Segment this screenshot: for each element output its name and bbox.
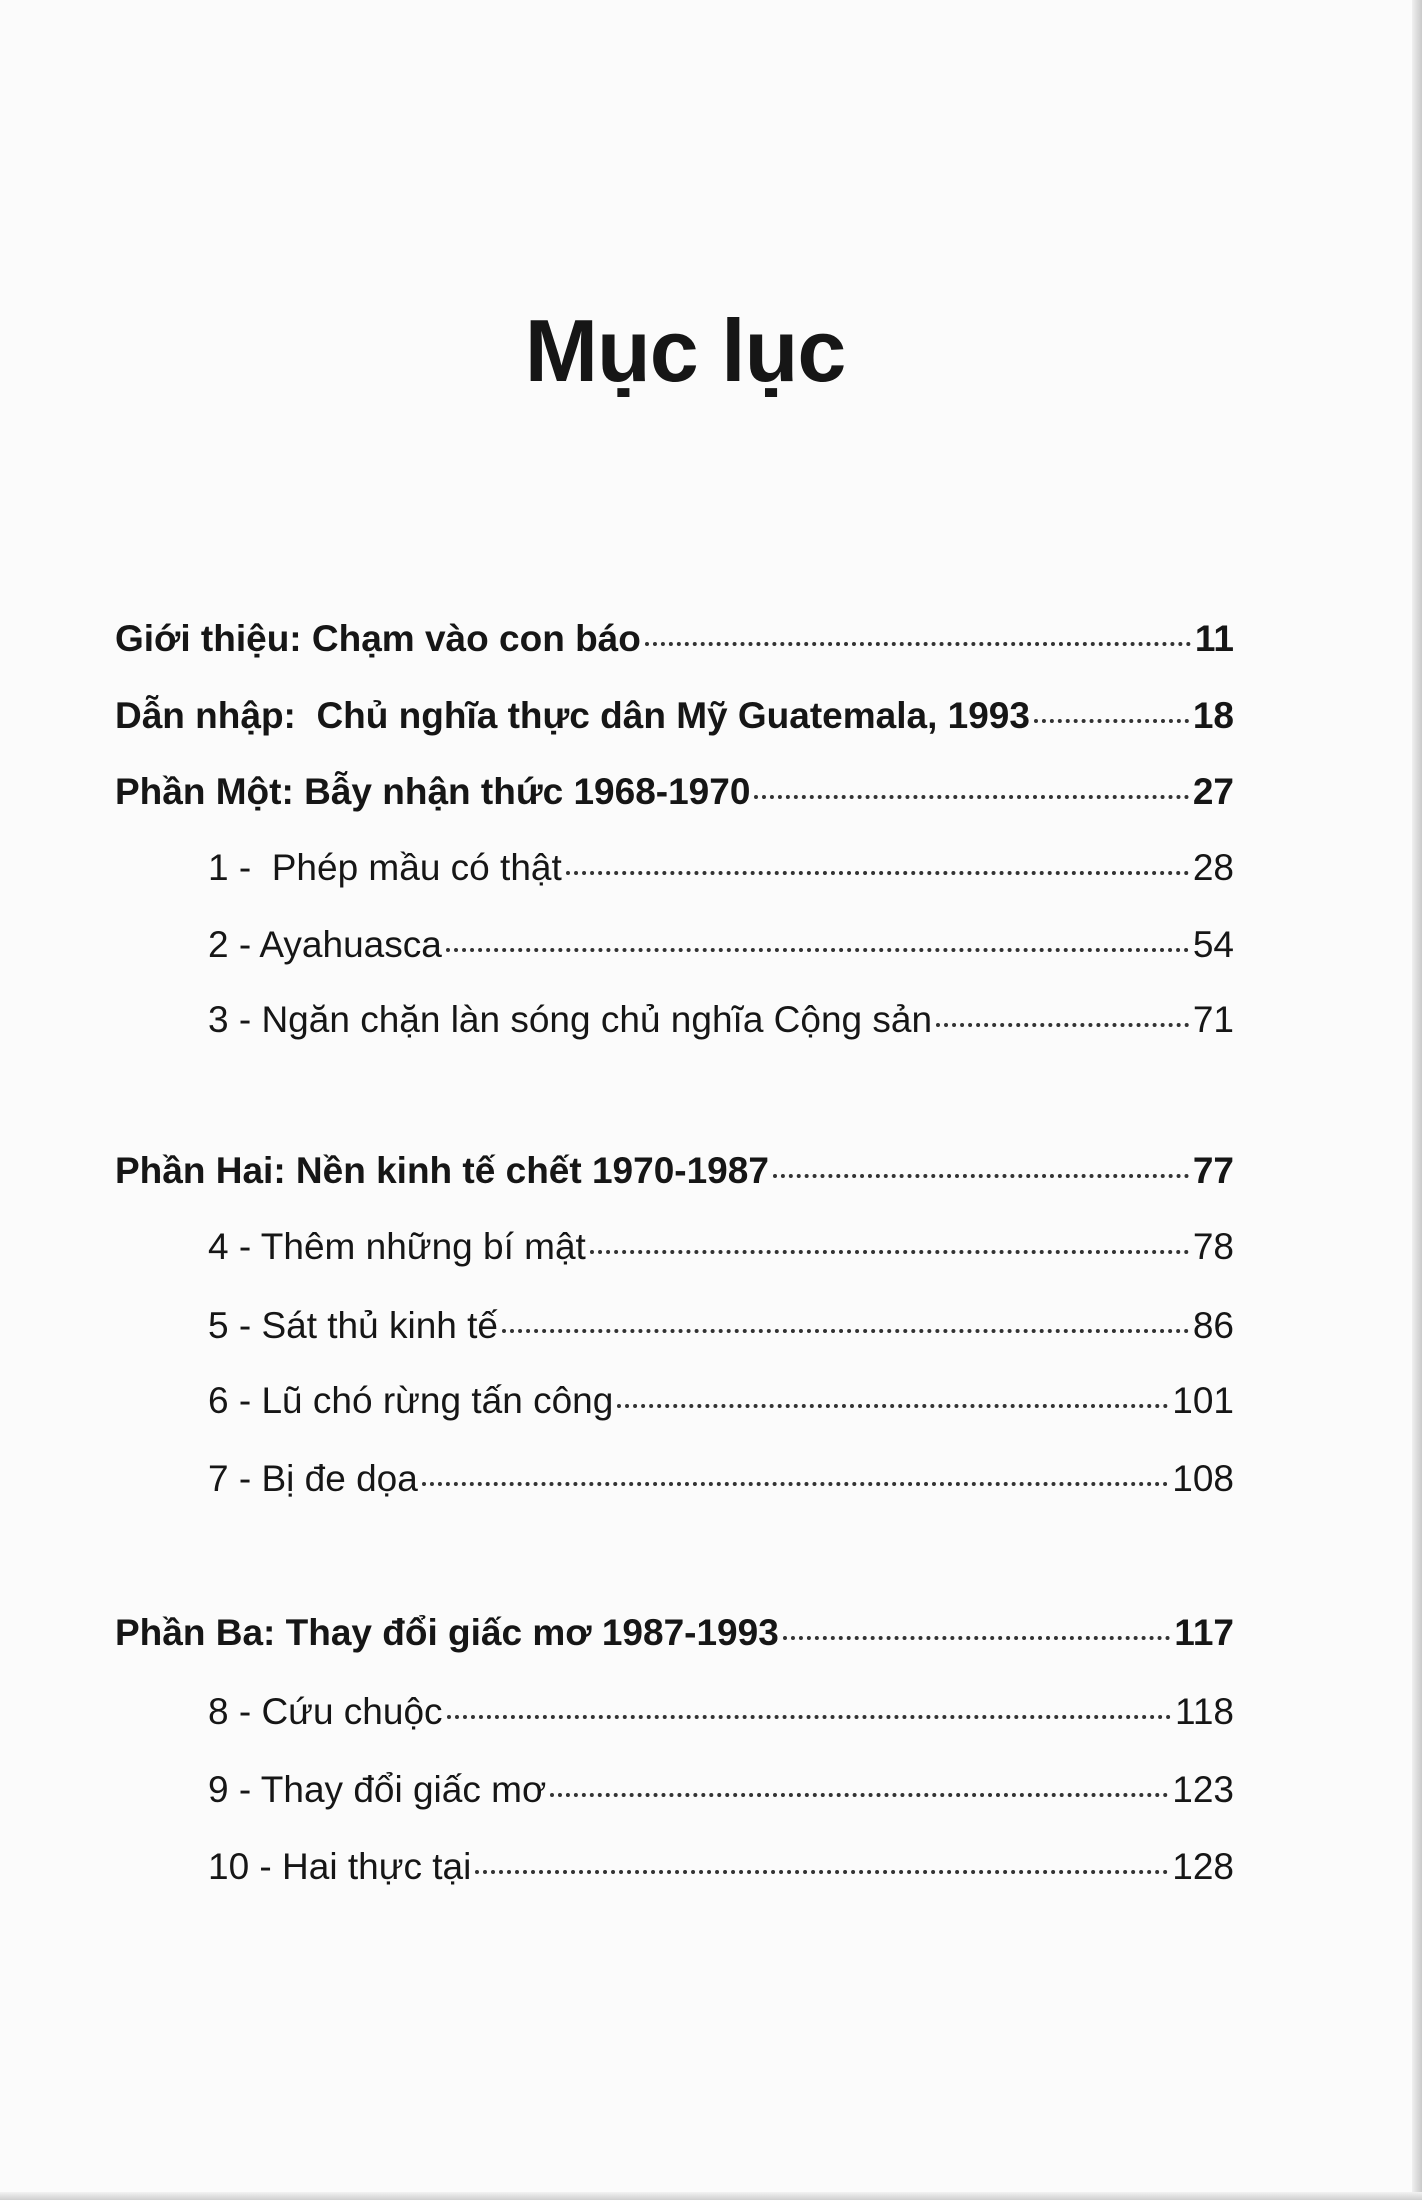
toc-chapter-entry bbox=[208, 1691, 1234, 1741]
toc-chapter-entry bbox=[208, 1769, 1234, 1819]
entry-page-number: 123 bbox=[1172, 1769, 1234, 1810]
entry-title: 8 - Cứu chuộc bbox=[208, 1691, 443, 1732]
entry-title: Phần Một: Bẫy nhận thức 1968-1970 bbox=[115, 771, 751, 812]
dot-leader bbox=[475, 1870, 1168, 1874]
dot-leader bbox=[773, 1174, 1189, 1178]
entry-title: Giới thiệu: Chạm vào con báo bbox=[115, 618, 641, 659]
page-title: Mục lục bbox=[524, 301, 846, 400]
dot-leader bbox=[783, 1636, 1171, 1640]
dot-leader bbox=[502, 1329, 1189, 1333]
entry-title: 3 - Ngăn chặn làn sóng chủ nghĩa Cộng sản bbox=[208, 999, 933, 1040]
dot-leader bbox=[590, 1250, 1189, 1254]
toc-chapter-entry bbox=[208, 924, 1234, 974]
entry-title: 7 - Bị đe dọa bbox=[208, 1458, 418, 1499]
entry-page-number: 108 bbox=[1172, 1458, 1234, 1499]
entry-title: 6 - Lũ chó rừng tấn công bbox=[208, 1380, 614, 1421]
entry-page-number: 18 bbox=[1192, 695, 1234, 736]
entry-page-number: 77 bbox=[1192, 1150, 1234, 1191]
toc-chapter-entry bbox=[208, 1226, 1234, 1276]
dot-leader bbox=[617, 1404, 1168, 1408]
toc-part-entry bbox=[115, 695, 1234, 745]
dot-leader bbox=[645, 642, 1191, 646]
toc-chapter-entry bbox=[208, 1846, 1234, 1896]
entry-page-number: 117 bbox=[1174, 1612, 1234, 1653]
entry-title: 10 - Hai thực tại bbox=[208, 1846, 472, 1887]
toc-chapter-entry bbox=[208, 999, 1234, 1049]
entry-page-number: 71 bbox=[1192, 999, 1234, 1040]
toc-chapter-entry bbox=[208, 1458, 1234, 1508]
entry-page-number: 11 bbox=[1194, 618, 1234, 659]
entry-page-number: 86 bbox=[1192, 1305, 1234, 1346]
dot-leader bbox=[754, 795, 1188, 799]
entry-page-number: 27 bbox=[1192, 771, 1234, 812]
dot-leader bbox=[447, 1715, 1171, 1719]
dot-leader bbox=[936, 1023, 1189, 1027]
dot-leader bbox=[550, 1793, 1168, 1797]
entry-title: 1 - Phép mầu có thật bbox=[208, 847, 562, 888]
entry-page-number: 54 bbox=[1192, 924, 1234, 965]
toc-chapter-entry bbox=[208, 847, 1234, 897]
entry-page-number: 101 bbox=[1172, 1380, 1234, 1421]
toc-part-entry bbox=[115, 771, 1234, 821]
entry-title: Dẫn nhập: Chủ nghĩa thực dân Mỹ Guatemala, 1993 bbox=[115, 695, 1030, 736]
dot-leader bbox=[422, 1482, 1168, 1486]
entry-page-number: 118 bbox=[1175, 1691, 1234, 1732]
entry-title: 5 - Sát thủ kinh tế bbox=[208, 1305, 499, 1346]
toc-chapter-entry bbox=[208, 1305, 1234, 1355]
entry-page-number: 28 bbox=[1192, 847, 1234, 888]
page-edge-right bbox=[1412, 0, 1422, 2200]
entry-title: 2 - Ayahuasca bbox=[208, 924, 442, 965]
entry-title: Phần Ba: Thay đổi giấc mơ 1987-1993 bbox=[115, 1612, 779, 1653]
entry-title: Phần Hai: Nền kinh tế chết 1970-1987 bbox=[115, 1150, 769, 1191]
dot-leader bbox=[566, 871, 1189, 875]
toc-part-entry bbox=[115, 618, 1234, 668]
toc-part-entry bbox=[115, 1612, 1234, 1662]
toc-part-entry bbox=[115, 1150, 1234, 1200]
entry-title: 9 - Thay đổi giấc mơ bbox=[208, 1769, 547, 1810]
toc-chapter-entry bbox=[208, 1380, 1234, 1430]
dot-leader bbox=[1034, 719, 1189, 723]
dot-leader bbox=[446, 948, 1189, 952]
entry-page-number: 78 bbox=[1192, 1226, 1234, 1267]
entry-title: 4 - Thêm những bí mật bbox=[208, 1226, 586, 1267]
entry-page-number: 128 bbox=[1172, 1846, 1234, 1887]
page-edge-bottom bbox=[0, 2192, 1422, 2200]
